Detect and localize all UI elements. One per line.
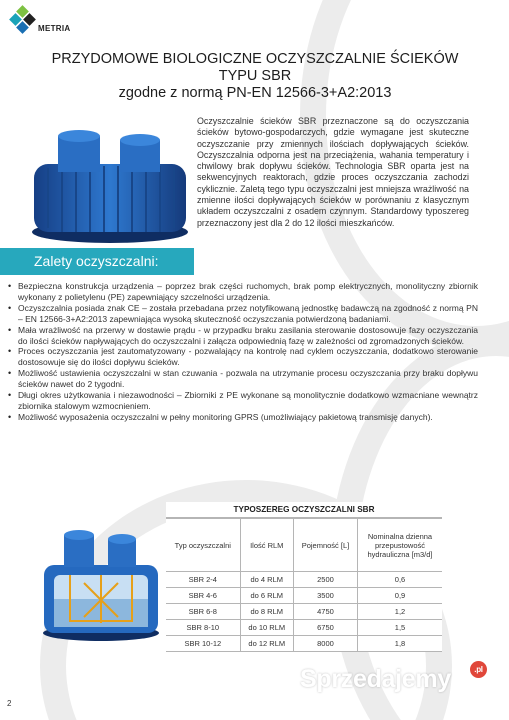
table-row (166, 636, 442, 652)
table-cell: 1,2 (358, 604, 443, 620)
page-number: 2 (7, 699, 12, 708)
table-cell: do 12 RLM (240, 636, 293, 652)
table-header: Typ oczyszczalni (166, 519, 240, 572)
table-header-row (166, 519, 442, 572)
table-title: TYPOSZEREG OCZYSZCZALNI SBR (166, 502, 442, 518)
table-cell: do 10 RLM (240, 620, 293, 636)
table-cell: do 6 RLM (240, 588, 293, 604)
title-line-1: PRZYDOMOWE BIOLOGICZNE OCZYSZCZALNIE ŚCIEKÓW (51, 51, 459, 67)
table-cell: 8000 (293, 636, 357, 652)
sbr-tank-illustration (28, 128, 193, 246)
table-cell: SBR 4-6 (166, 588, 240, 604)
table-cell: SBR 6-8 (166, 604, 240, 620)
list-item-text: Długi okres użytkowania i niezawodności – Zbiorniki z PE wykonane są monolitycznie dodatkowo wzmacniane wewnątrz zbiornika stalowym wzmocnieniem. (18, 390, 478, 411)
watermark (300, 665, 483, 694)
bullet-icon: • (8, 281, 12, 291)
brand-name: METRIA (38, 24, 71, 33)
table-cell: do 4 RLM (240, 572, 293, 588)
table-cell: 3500 (293, 588, 357, 604)
title-line-2: TYPU SBR (218, 68, 292, 84)
intro-paragraph: Oczyszczalnie ścieków SBR przeznaczone są do oczyszczania ścieków bytowo-gospodarczych, gdzie wymagane jest skuteczne oczyszczanie przy zmiennych ilościach dopływających ścieków. Oczyszczalnia odporna jest na przeciążenia, wahania temperatury i chwilowy brak dopływu ścieków. Technologia SBR oparta jest na sekwencyjnych reaktorach, gdzie proces oczyszczania zachodzi cyklicznie. Zaletą tego typu oczyszczalni jest mniejsza wrażliwość na zmienne ilości dopływających ścieków w porównaniu z klasycznym układem oczyszczalni z osadem czynnym. Standardowy typoszereg przeznaczony jest dla 2 do 12 ilości mieszkańców. (197, 116, 469, 228)
advantages-heading: Zalety oczyszczalni: (34, 253, 159, 269)
list-item-text: Możliwość wyposażenia oczyszczalni w pełny monitoring GPRS (umożliwiający pakietową transmisję danych). (18, 411, 433, 422)
advantages-heading-bar (0, 248, 194, 275)
list-item-text: Bezpieczna konstrukcja urządzenia – poprzez brak części ruchomych, brak pomp elektrycznych, monolityczny zbiornik wykonany z polietylenu (PE) zapewniający szczelności urządzenia. (18, 281, 478, 302)
table-header: Pojemność [L] (293, 519, 357, 572)
list-item-text: Proces oczyszczania jest zautomatyzowany - pozwalający na kontrolę nad cyklem oczyszczania, dodatkowo sterowanie dostosowuje się do ilości dopływu ścieków. (18, 346, 478, 368)
table-row (166, 588, 442, 604)
list-item (8, 325, 478, 347)
watermark-text: Sprzedajemy (300, 665, 451, 693)
title-line-3: zgodne z normą PN-EN 12566-3+A2:2013 (118, 85, 392, 101)
bullet-icon: • (8, 390, 12, 401)
table (166, 518, 442, 652)
list-item (8, 281, 478, 303)
list-item (8, 390, 478, 412)
table-row (166, 572, 442, 588)
table-cell: 0,9 (358, 588, 443, 604)
table-row (166, 620, 442, 636)
table-row (166, 604, 442, 620)
table-cell: 0,6 (358, 572, 443, 588)
list-item (8, 346, 478, 368)
sbr-series-table (166, 502, 442, 652)
table-cell: 6750 (293, 620, 357, 636)
table-cell: do 8 RLM (240, 604, 293, 620)
bullet-icon: • (8, 411, 12, 422)
bullet-icon: • (8, 324, 12, 335)
table-cell: SBR 10-12 (166, 636, 240, 652)
sbr-tank-cutaway-illustration (40, 525, 162, 643)
table-cell: 1,5 (358, 620, 443, 636)
table-header: Nominalna dzienna przepustowość hydrauliczna [m3/d] (358, 519, 443, 572)
list-item-text: Oczyszczalnia posiada znak CE – została przebadana przez notyfikowaną jednostkę badawczą na zgodność z normą PN – EN 12566-3+A2:2013 zapewniająca wysoką skuteczność oczyszczania potwierdzoną badaniami. (18, 302, 478, 324)
table-cell: 4750 (293, 604, 357, 620)
table-cell: 1,8 (358, 636, 443, 652)
advantages-list (8, 281, 478, 423)
table-cell: SBR 8-10 (166, 620, 240, 636)
list-item (8, 303, 478, 325)
list-item (8, 368, 478, 390)
table-header: Ilość RLM (240, 519, 293, 572)
list-item-text: Możliwość ustawienia oczyszczalni w stan czuwania - pozwala na utrzymanie procesu oczyszczania przy braku dopływu ścieków nawet do 2 tygodni. (18, 368, 478, 390)
bullet-icon: • (8, 346, 12, 357)
table-cell: SBR 2-4 (166, 572, 240, 588)
bullet-icon: • (8, 302, 12, 313)
list-item-text: Mała wrażliwość na przerwy w dostawie prądu - w przypadku braku zasilania sterowanie dostosowuje fazy oczyszczania do ilości ścieków napływających do oczyszczalni i załącza odpowiednią fazę w zależności od zgromadzonych ścieków. (18, 324, 478, 346)
watermark-suffix: .pl (470, 661, 487, 678)
bullet-icon: • (8, 368, 12, 379)
list-item (8, 412, 478, 423)
page-title (30, 51, 480, 102)
table-cell: 2500 (293, 572, 357, 588)
